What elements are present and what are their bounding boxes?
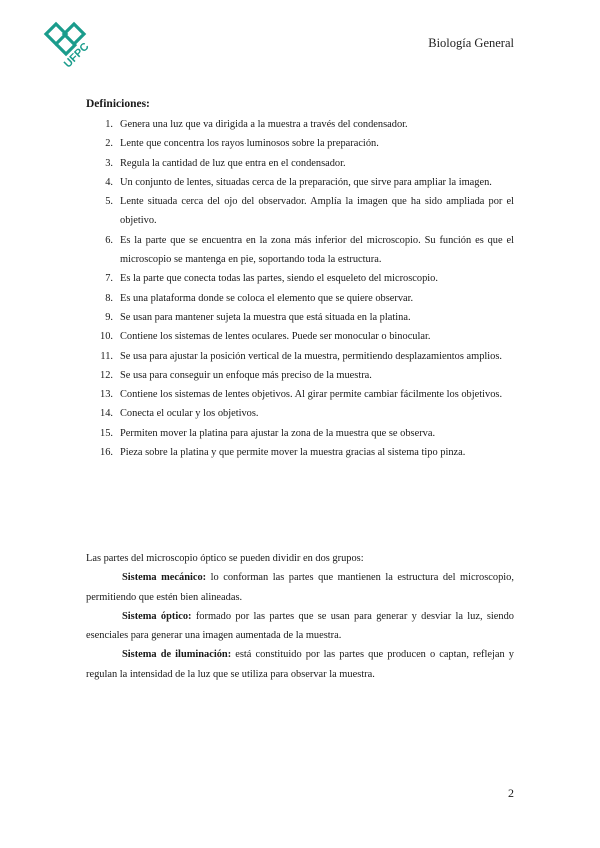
definition-text: Se usa para conseguir un enfoque más preciso de la muestra. <box>120 369 372 381</box>
definition-number: 3. <box>105 157 113 169</box>
definition-item <box>86 269 514 288</box>
illumination-system-label: Sistema de iluminación: <box>122 649 232 661</box>
mechanical-system-paragraph <box>86 568 514 607</box>
optical-system-text: formado por las partes que se usan para generar y desviar la luz, siendo esenciales para generar una imagen aumentada de la muestra. <box>86 610 514 642</box>
definition-text: Lente que concentra los rayos luminosos sobre la preparación. <box>120 138 379 150</box>
definition-number: 13. <box>100 389 113 401</box>
definition-number: 15. <box>100 427 113 439</box>
definitions-heading: Definiciones: <box>86 98 150 110</box>
definition-number: 1. <box>105 119 113 130</box>
definition-number: 11. <box>100 350 113 362</box>
definition-item <box>86 154 514 173</box>
definition-text: Regula la cantidad de luz que entra en el condensador. <box>120 157 346 169</box>
illumination-system-paragraph <box>86 645 514 684</box>
groups-intro: Las partes del microscopio óptico se pueden dividir en dos grupos: <box>86 553 364 564</box>
definition-item <box>86 289 514 308</box>
definition-text: Es la parte que se encuentra en la zona más inferior del microscopio. Su función es que el microscopio se mantenga en pie, soportando toda la estructura. <box>120 234 514 266</box>
definition-number: 6. <box>105 234 113 246</box>
definition-text: Contiene los sistemas de lentes oculares. Puede ser monocular o binocular. <box>120 331 431 343</box>
page-number: 2 <box>508 786 514 800</box>
definition-text: Es una plataforma donde se coloca el elemento que se quiere observar. <box>120 292 414 304</box>
definition-number: 16. <box>100 447 113 459</box>
definition-item <box>86 327 514 346</box>
definition-number: 7. <box>105 273 113 285</box>
definition-text: Se usan para mantener sujeta la muestra que está situada en la platina. <box>120 311 411 323</box>
definition-item <box>86 192 514 231</box>
definition-item <box>86 366 514 385</box>
definition-item <box>86 404 514 423</box>
definition-text: Permiten mover la platina para ajustar la zona de la muestra que se observa. <box>120 427 436 439</box>
definition-number: 8. <box>105 292 113 304</box>
definition-text: Un conjunto de lentes, situadas cerca de la preparación, que sirve para ampliar la imagen. <box>120 176 492 188</box>
ufpc-logo <box>42 20 104 72</box>
definition-item <box>86 308 514 327</box>
definition-text: Es la parte que conecta todas las partes, siendo el esqueleto del microscopio. <box>120 273 438 285</box>
definition-number: 9. <box>105 311 113 323</box>
definition-text: Lente situada cerca del ojo del observador. Amplía la imagen que ha sido ampliada por el objetivo. <box>120 196 514 227</box>
definition-text: Contiene los sistemas de lentes objetivos. Al girar permite cambiar fácilmente los objetivos. <box>120 389 503 401</box>
definitions-list <box>86 115 514 462</box>
definition-number: 2. <box>105 138 113 150</box>
mechanical-system-text: lo conforman las partes que mantienen la estructura del microscopio, permitiendo que estén bien alineadas. <box>86 572 514 603</box>
optical-system-paragraph <box>86 607 514 646</box>
definition-item <box>86 443 514 462</box>
definition-text: Se usa para ajustar la posición vertical de la muestra, permitiendo desplazamientos amplios. <box>120 350 503 362</box>
mechanical-system-label: Sistema mecánico: <box>122 572 207 584</box>
definition-item <box>86 385 514 404</box>
optical-system-label: Sistema óptico: <box>122 610 192 622</box>
definition-number: 10. <box>100 331 113 343</box>
logo-text: UFPC <box>61 40 92 71</box>
definition-item <box>86 134 514 153</box>
definition-item <box>86 231 514 270</box>
definition-number: 14. <box>100 408 113 420</box>
illumination-system-text: está constituido por las partes que producen o captan, reflejan y regulan la intensidad de la luz que se utiliza para observar la muestra. <box>86 649 514 680</box>
definition-text: Genera una luz que va dirigida a la muestra a través del condensador. <box>120 119 408 130</box>
definition-text: Pieza sobre la platina y que permite mover la muestra gracias al sistema tipo pinza. <box>120 447 466 459</box>
definition-text: Conecta el ocular y los objetivos. <box>120 408 259 420</box>
definition-number: 12. <box>100 369 113 381</box>
header-title: Biología General <box>428 36 514 50</box>
groups-section <box>86 549 514 684</box>
definition-item <box>86 347 514 366</box>
definition-number: 5. <box>105 196 113 208</box>
definition-number: 4. <box>105 176 113 188</box>
definition-item <box>86 424 514 443</box>
definition-item <box>86 173 514 192</box>
definition-item <box>86 115 514 134</box>
